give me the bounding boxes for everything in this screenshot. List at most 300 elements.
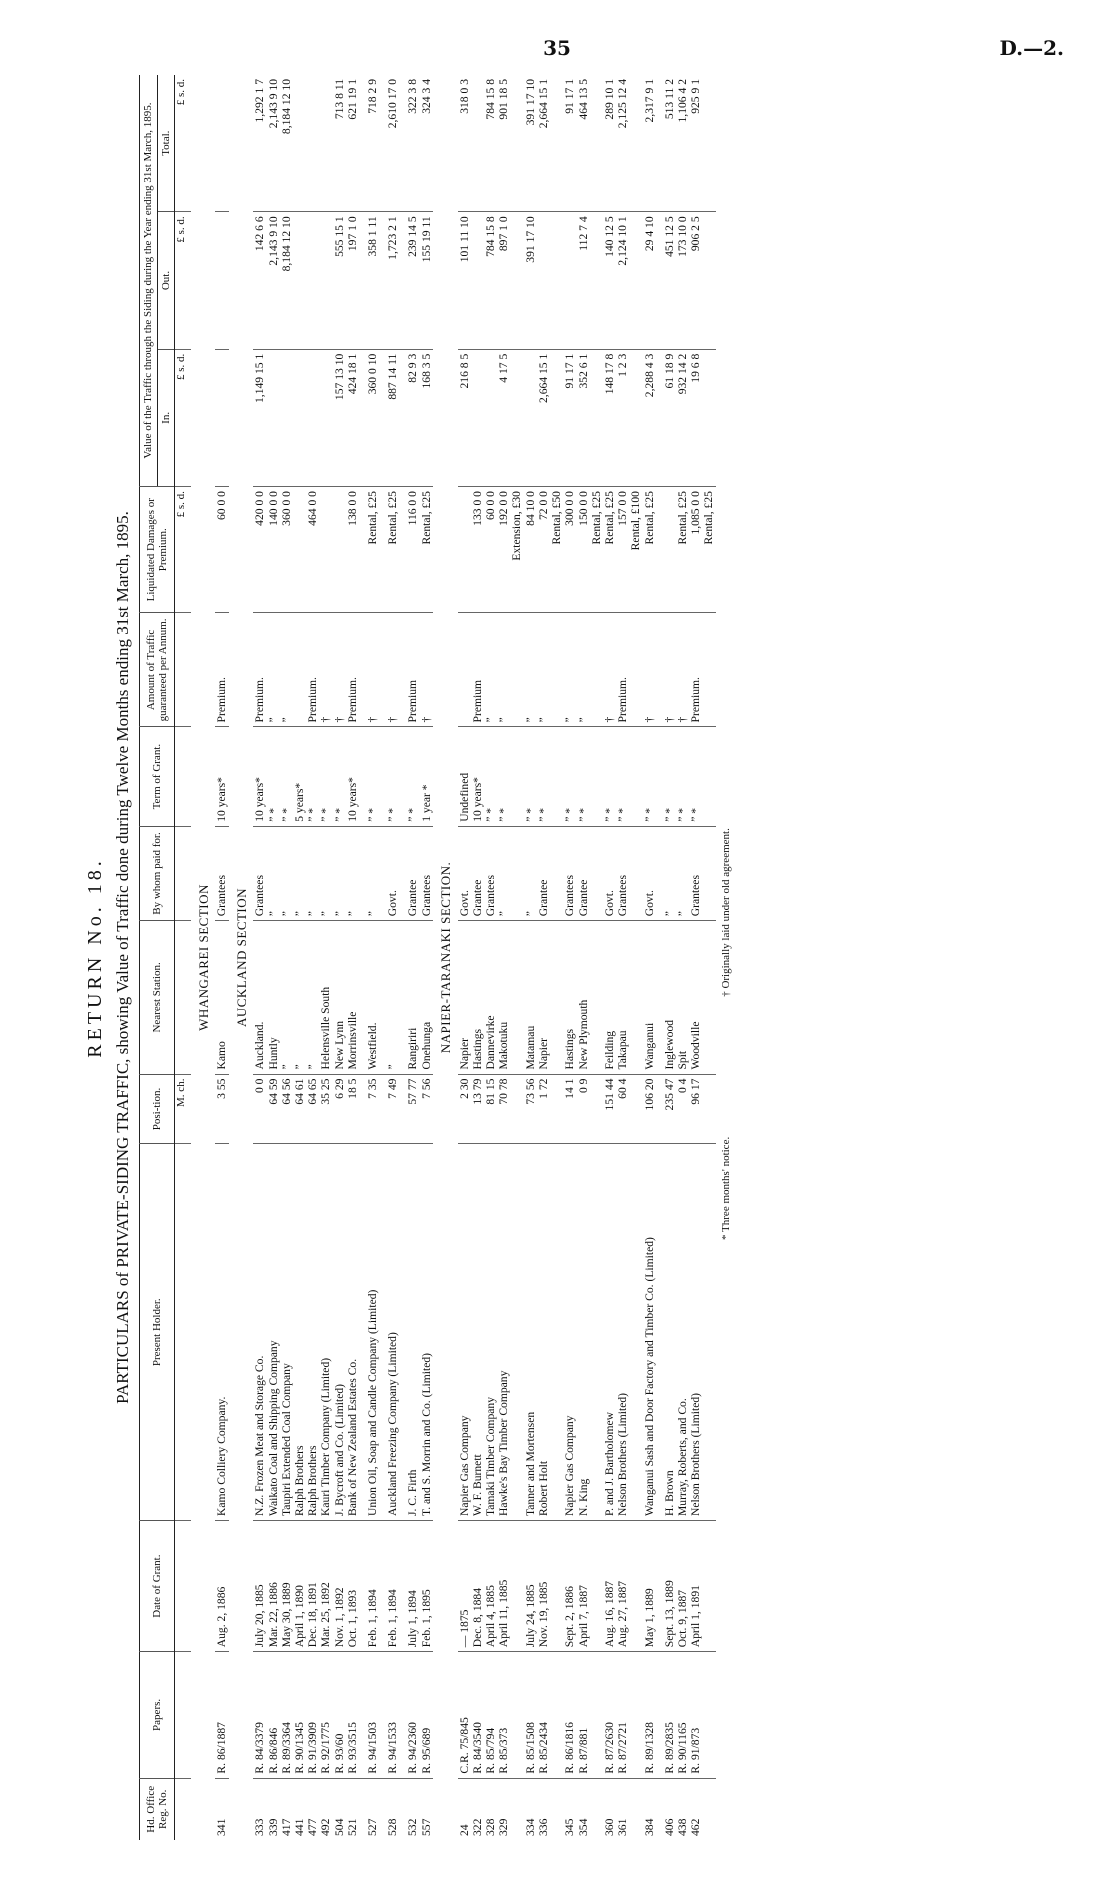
col-position: Posi-tion. [140,1074,175,1144]
cell-paid: ” [497,826,510,920]
cell-term: ” * [537,727,550,826]
cell-liq: 133 0 0 [471,487,484,613]
spacer-cell [359,1778,366,1840]
cell-pos [550,1074,563,1144]
cell-reg [550,1778,563,1840]
cell-in: 91 17 1 [563,349,576,486]
spacer-cell [379,613,386,727]
cell-term: ” * [267,727,280,826]
cell-pos: 2 30 [458,1074,471,1144]
cell-total [702,75,715,212]
table-row [471,75,484,1840]
cell-holder: Murray, Roberts, and Co. [676,1144,689,1521]
cell-station: Napier [458,921,471,1074]
cell-date: Oct. 9, 1887 [676,1521,689,1652]
cell-reg: 477 [306,1778,319,1840]
cell-paid: ” [676,826,689,920]
cell-pos: 0 9 [577,1074,590,1144]
units-cell [175,1652,191,1778]
cell-liq: 464 0 0 [306,487,319,613]
cell-pos: 64 56 [280,1074,293,1144]
cell-pos [590,1074,603,1144]
cell-total: 324 3 4 [419,79,433,114]
cell-total: 513 11 2 [662,79,676,120]
spacer-cell [656,75,663,212]
cell-total [215,75,228,212]
cell-out [537,212,550,349]
cell-date: Feb. 1, 1894 [386,1521,399,1652]
col-out: Out. [157,212,175,349]
cell-reg [510,1778,523,1840]
cell-in [702,349,715,486]
cell-station: Wanganui [643,921,656,1074]
spacer-cell [379,1074,386,1144]
cell-liq: Rental, £25 [420,487,433,613]
cell-station [510,921,523,1074]
section-heading-row [433,75,458,1840]
cell-date: Oct. 1, 1893 [346,1521,359,1652]
cell-total: 925 9 1 [689,79,703,114]
units-cell [175,727,191,826]
spacer-cell [656,921,663,1074]
section-heading: AUCKLAND SECTION [233,887,249,1028]
units-cell: £ s. d. [175,79,188,106]
cell-term [629,727,642,826]
cell-out: 101 11 10 [458,212,471,349]
units-cell [175,613,191,727]
cell-amount: ” [280,613,293,727]
table-row [689,75,702,1840]
cell-term: Undefined [458,727,471,826]
cell-reg: 329 [497,1778,510,1840]
table-row [280,75,293,1840]
cell-amount: † [420,613,433,727]
cell-station: New Plymouth [577,921,590,1074]
units-row [175,75,191,1840]
cell-term: ” * [406,727,419,826]
cell-reg: 24 [458,1778,471,1840]
cell-paid: ” [267,826,280,920]
spacer-row [379,75,386,1840]
cell-term: ” * [603,727,616,826]
return-title: RETURN No. 18. [84,857,106,1058]
cell-reg: 462 [689,1778,702,1840]
cell-amount: ” [524,613,537,727]
col-papers: Papers. [140,1652,175,1778]
cell-paid [629,826,642,920]
cell-amount: † [603,613,616,727]
cell-amount [629,613,642,727]
cell-pos: 0 4 [676,1074,689,1144]
cell-amount: † [386,613,399,727]
cell-liq: 84 10 0 [524,487,537,613]
cell-total: 2,317 9 1 [642,79,656,123]
cell-amount: Premium. [616,613,629,727]
table-row [484,75,497,1840]
cell-reg: 441 [293,1778,306,1840]
cell-out: 140 12 5 [603,212,616,349]
col-total: Total. [157,75,175,212]
cell-date: April 4, 1885 [484,1521,497,1652]
cell-liq: 420 0 0 [253,487,266,613]
col-paid-for: By whom paid for. [140,826,175,920]
cell-in: 1 2 3 [616,349,629,486]
cell-holder [629,1144,642,1521]
cell-papers: R. 87/881 [577,1652,590,1778]
table-row [293,75,306,1840]
cell-date [510,1521,523,1652]
cell-station: Hastings [563,921,576,1074]
cell-total: 1,106 4 2 [675,79,689,123]
spacer-cell [656,1521,663,1652]
document-reference: D.—2. [999,36,1064,60]
page-number: 35 [543,36,571,60]
cell-term: ” * [663,727,676,826]
cell-station [550,921,563,1074]
cell-amount: ” [267,613,280,727]
spacer-cell [359,727,366,826]
cell-paid: Grantees [215,826,228,920]
cell-reg [702,1778,715,1840]
spacer-cell [359,826,366,920]
units-cell [175,1521,191,1652]
section-heading-row [191,75,216,1840]
cell-paid: ” [306,826,319,920]
cell-amount [293,613,306,727]
cell-holder: Waikato Coal and Shipping Company [267,1144,280,1521]
cell-term: ” * [386,727,399,826]
cell-amount: ” [577,613,590,727]
cell-total: 713 8 11 [332,79,346,120]
spacer-cell [399,212,406,349]
cell-liq: 60 0 0 [484,487,497,613]
cell-papers: R. 85/794 [484,1652,497,1778]
cell-papers: R. 84/3379 [253,1652,266,1778]
cell-amount: † [333,613,346,727]
cell-papers: R. 94/1533 [386,1652,399,1778]
cell-amount: † [676,613,689,727]
spacer-cell [656,1778,663,1840]
cell-total: 2,664 15 1 [536,79,550,129]
cell-papers: R. 95/689 [420,1652,433,1778]
table-row [702,75,715,1840]
cell-reg [629,1778,642,1840]
cell-reg: 557 [420,1778,433,1840]
cell-pos: 64 59 [267,1074,280,1144]
table-row [603,75,616,1840]
cell-reg [590,1778,603,1840]
cell-paid: ” [293,826,306,920]
cell-total [319,75,332,212]
cell-amount [590,613,603,727]
spacer-cell [399,487,406,613]
table-row [643,75,656,1840]
cell-term: ” * [280,727,293,826]
cell-holder: Taupiri Extended Coal Company [280,1144,293,1521]
cell-paid: Govt. [386,826,399,920]
section-heading-row [229,75,254,1840]
cell-liq: 192 0 0 [497,487,510,613]
cell-total: 901 18 5 [497,79,511,120]
cell-date: April 1, 1891 [689,1521,702,1652]
cell-in [550,349,563,486]
cell-papers: R. 87/2721 [616,1652,629,1778]
cell-pos: 14 1 [563,1074,576,1144]
table-row [590,75,603,1840]
cell-liq [458,487,471,613]
cell-in: 4 17 5 [497,349,510,486]
cell-liq [293,487,306,613]
cell-papers: R. 90/1345 [293,1652,306,1778]
cell-in: 19 6 8 [689,349,702,486]
spacer-cell [359,1652,366,1778]
cell-total: 91 17 1 [563,79,577,114]
cell-in [590,349,603,486]
spacer-cell [656,212,663,349]
cell-papers: R. 86/846 [267,1652,280,1778]
cell-out [471,212,484,349]
cell-paid: Grantee [406,826,419,920]
table-row [663,75,676,1840]
cell-out: 897 1 0 [497,212,510,349]
cell-term [590,727,603,826]
cell-station: Kamo [215,921,228,1074]
cell-liq: Rental, £25 [643,487,656,613]
cell-papers [702,1652,715,1778]
cell-holder: W. F. Burnett [471,1144,484,1521]
cell-station [629,921,642,1074]
cell-date: Aug. 16, 1887 [603,1521,616,1652]
spacer-cell [656,1652,663,1778]
cell-holder: J. C. Firth [406,1144,419,1521]
spacer-cell [656,349,663,486]
cell-total: 391 17 10 [523,79,537,126]
table-subtitle: PARTICULARS of PRIVATE-SIDING TRAFFIC, showing Value of Traffic done during Twelve Months ending 31st March, 1895. [113,511,132,1404]
cell-reg: 322 [471,1778,484,1840]
cell-station: Hastings [471,921,484,1074]
cell-term [550,727,563,826]
cell-station [590,921,603,1074]
cell-pos: 6 29 [333,1074,346,1144]
units-cell [175,1778,191,1840]
cell-pos: 70 78 [497,1074,510,1144]
cell-term: ” * [616,727,629,826]
units-cell [175,826,191,920]
cell-date: July 24, 1885 [524,1521,537,1652]
cell-amount: Premium [471,613,484,727]
cell-in [524,349,537,486]
cell-reg: 417 [280,1778,293,1840]
cell-holder: N. King [577,1144,590,1521]
cell-paid: ” [319,826,332,920]
spacer-cell [399,921,406,1074]
cell-term: ” * [497,727,510,826]
cell-amount [458,613,471,727]
cell-station: Matamau [524,921,537,1074]
cell-out [215,212,228,349]
cell-out: 155 19 11 [420,212,433,349]
cell-date: Nov. 19, 1885 [537,1521,550,1652]
cell-date: Aug. 27, 1887 [616,1521,629,1652]
cell-date [702,1521,715,1652]
cell-papers: R. 87/2630 [603,1652,616,1778]
cell-station: Takapau [616,921,629,1074]
cell-holder: N.Z. Frozen Meat and Storage Co. [253,1144,266,1521]
cell-term: ” * [366,727,379,826]
table-row [616,75,629,1840]
table-row [386,75,399,1840]
cell-in: 2,288 4 3 [643,349,656,486]
table-row [333,75,346,1840]
cell-pos: 57 77 [406,1074,419,1144]
cell-liq: 360 0 0 [280,487,293,613]
col-term: Term of Grant. [140,727,175,826]
cell-paid: Govt. [643,826,656,920]
cell-date: April 1, 1890 [293,1521,306,1652]
private-siding-table [139,75,716,1840]
cell-holder: Robert Holt [537,1144,550,1521]
cell-reg: 504 [333,1778,346,1840]
cell-papers [590,1652,603,1778]
cell-reg: 339 [267,1778,280,1840]
cell-total [306,75,319,212]
table-row [458,75,471,1840]
cell-term: 10 years* [215,727,228,826]
spacer-cell [379,727,386,826]
cell-paid: Grantee [577,826,590,920]
cell-pos [510,1074,523,1144]
cell-pos: 106 20 [643,1074,656,1144]
cell-papers: R. 86/1887 [215,1652,228,1778]
cell-date [629,1521,642,1652]
cell-total [629,75,642,212]
cell-paid: ” [366,826,379,920]
cell-papers: R. 85/2434 [537,1652,550,1778]
cell-term: ” * [306,727,319,826]
footnotes [720,75,732,1840]
cell-out: 173 10 0 [676,212,689,349]
cell-pos: 18 5 [346,1074,359,1144]
cell-station: Woodville [689,921,702,1074]
cell-out: 29 4 10 [643,212,656,349]
cell-paid: ” [524,826,537,920]
cell-in: 424 18 1 [346,349,359,486]
cell-holder: Wanganui Sash and Door Factory and Timber Co. (Limited) [643,1144,656,1521]
table-row [267,75,280,1840]
cell-reg: 336 [537,1778,550,1840]
cell-reg: 438 [676,1778,689,1840]
cell-liq: Extension, £30 [510,487,523,613]
cell-out: 451 12 5 [663,212,676,349]
table-row [577,75,590,1840]
cell-paid: ” [346,826,359,920]
cell-paid: Grantees [420,826,433,920]
rotated-table-sheet [70,75,1070,1840]
cell-term: 5 years* [293,727,306,826]
cell-pos: 64 65 [306,1074,319,1144]
cell-station: Rangiriri [406,921,419,1074]
cell-papers: R. 91/873 [689,1652,702,1778]
cell-station: ” [293,921,306,1074]
spacer-cell [379,921,386,1074]
cell-date [590,1521,603,1652]
cell-holder: Ralph Brothers [293,1144,306,1521]
units-cell: £ s. d. [175,349,191,486]
cell-total: 1,292 1 7 [253,79,267,123]
cell-liq: Rental, £100 [629,487,642,613]
cell-total: 322 3 8 [406,79,420,114]
cell-holder: Napier Gas Company [563,1144,576,1521]
cell-out [306,212,319,349]
cell-amount [550,613,563,727]
spacer-cell [399,613,406,727]
cell-in [306,349,319,486]
cell-total: 289 10 1 [602,79,616,120]
cell-papers: R. 92/1775 [319,1652,332,1778]
cell-pos: 60 4 [616,1074,629,1144]
cell-reg: 521 [346,1778,359,1840]
col-amount: Amount of Traffic guaranteed per Annum. [140,613,175,727]
spacer-cell [379,1652,386,1778]
spacer-cell [399,1144,406,1521]
cell-amount: Premium. [215,613,228,727]
cell-out: 197 1 0 [346,212,359,349]
cell-out: 112 7 4 [577,212,590,349]
cell-paid: ” [280,826,293,920]
cell-date: — 1875 [458,1521,471,1652]
cell-in: 216 8 5 [458,349,471,486]
cell-in: 352 6 1 [577,349,590,486]
table-row [563,75,576,1840]
cell-term: 1 year * [420,727,433,826]
cell-papers: R. 84/3540 [471,1652,484,1778]
cell-reg: 360 [603,1778,616,1840]
cell-in [471,349,484,486]
table-row [497,75,510,1840]
cell-station: ” [386,921,399,1074]
cell-in: 157 13 10 [333,349,346,486]
cell-out: 555 15 1 [333,212,346,349]
cell-out [550,212,563,349]
cell-date [550,1521,563,1652]
cell-station [702,921,715,1074]
cell-amount [702,613,715,727]
cell-pos: 96 17 [689,1074,702,1144]
cell-term: 10 years* [253,727,266,826]
cell-holder: Auckland Freezing Company (Limited) [386,1144,399,1521]
cell-amount: † [663,613,676,727]
table-body [175,75,716,1840]
cell-paid [510,826,523,920]
cell-station: Huntly [267,921,280,1074]
cell-term: ” * [577,727,590,826]
cell-holder: Kauri Timber Company (Limited) [319,1144,332,1521]
cell-station: Inglewood [663,921,676,1074]
cell-papers [550,1652,563,1778]
cell-term: 10 years* [346,727,359,826]
cell-papers: R. 86/1816 [563,1652,576,1778]
table-row [406,75,419,1840]
cell-total: 464 13 5 [576,79,590,120]
cell-liq: 1,085 0 0 [689,487,702,613]
units-cell: £ s. d. [175,212,191,349]
cell-pos: 151 44 [603,1074,616,1144]
cell-papers [629,1652,642,1778]
spacer-cell [399,826,406,920]
cell-out [293,212,306,349]
cell-paid: Grantees [253,826,266,920]
spacer-cell [359,613,366,727]
